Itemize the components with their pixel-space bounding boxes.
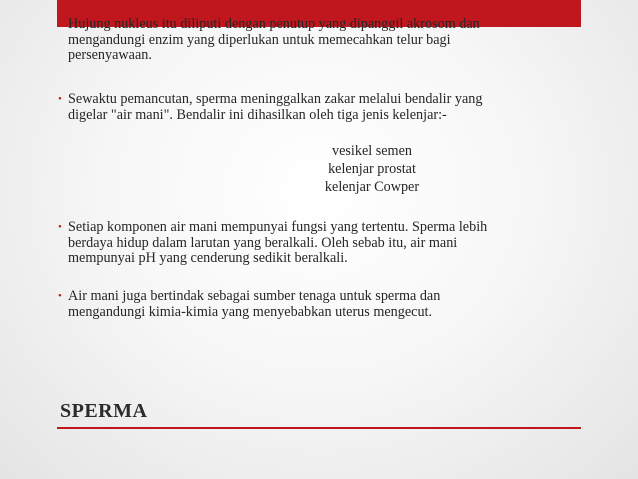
gland-list [257,142,487,196]
slide-title: SPERMA [60,400,148,422]
bullet-marker: • [58,290,62,302]
bullet-line: digelar "air mani". Bendalir ini dihasilkan oleh tiga jenis kelenjar:- [68,106,447,123]
bullet-marker: • [58,221,62,233]
bullet-text [68,289,568,320]
bullet-line: Setiap komponen air mani mempunyai fungsi yang tertentu. Sperma lebih [68,219,488,235]
bullet-marker: • [58,93,62,105]
bullet-text [68,92,568,123]
bullet-line: Hujung nukleus itu diliputi dengan penutup yang dipanggil akrosom dan [68,16,480,32]
bullet-line: Air mani juga bertindak sebagai sumber tenaga untuk sperma dan [68,288,441,304]
bullet-text [68,17,568,64]
bullet-line: mengandungi enzim yang diperlukan untuk memecahkan telur bagi [68,31,451,48]
bullet-marker: • [58,18,62,30]
bullet-line: mempunyai pH yang cenderung sedikit beralkali. [68,250,348,266]
title-underline [57,427,581,429]
bullet-text [68,220,568,267]
bullet-line: mengandungi kimia-kimia yang menyebabkan uterus mengecut. [68,303,433,320]
gland-item: kelenjar prostat [328,161,416,177]
bullet-line: berdaya hidup dalam larutan yang beralkali. Oleh sebab itu, air mani [68,234,458,251]
bullet-line: persenyawaan. [68,47,152,63]
gland-item: vesikel semen [332,143,412,159]
bullet-line: Sewaktu pemancutan, sperma meninggalkan zakar melalui bendalir yang [68,91,483,107]
gland-item: kelenjar Cowper [324,179,420,195]
